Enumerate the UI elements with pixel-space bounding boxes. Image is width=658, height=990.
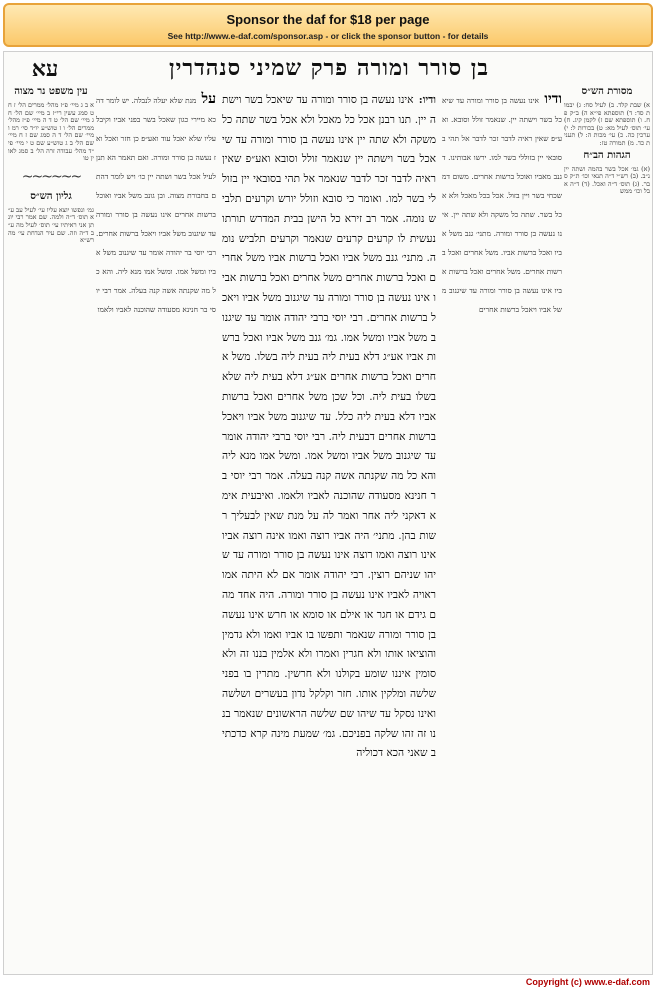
rashi-lead-word: ודיו bbox=[544, 91, 562, 107]
talmud-page bbox=[3, 51, 653, 975]
mesoret-hashas-title: מסורת הש״ס bbox=[581, 86, 633, 97]
tosafot-text: מנת שלא יעלה לנבלה. יש לומר דהכא מיירי כגון שאכל בשר בפני אביו וקיבל עליו שלא יאכל עוד ואע״פ כן חזר ואכל ואז נעשה בן סורר ומורה. ואם תאמר הא תנן לעיל אכל בשר ושתה יין כו׳ ויש לומר דהתם בחבורת מצוה. ובן גונב משל אביו ואוכל ברשות אחרים אינו נעשה בן סורר ומורה עד שיגנוב משל אביו ויאכל ברשות אחרים. רבי יוסי בר יהודה אומר עד שיגנוב משל אביו ומשל אמו. ומשל אמו מנא ליה. והא כל מה שקנתה אשה קנה בעלה. אמר רבי יוסי בר חנינא מסעודה שהוכנה לאביו ולאמו bbox=[96, 96, 216, 314]
chapter-title: בן סורר ומורה פרק שמיני סנהדרין bbox=[169, 55, 489, 81]
gemara-column bbox=[222, 88, 436, 968]
rashi-column bbox=[442, 88, 562, 968]
main-text-area bbox=[96, 88, 562, 968]
tosafot-column bbox=[96, 88, 216, 968]
ein-mishpat-title: עין משפט נר מצוה bbox=[14, 86, 88, 97]
gilyon-hashas-title: גליון הש״ס bbox=[30, 190, 72, 202]
ein-mishpat-text: א ב ג מיי׳ פ״ז מהל׳ ממרים הל׳ ז ח ט סמג עשין רי״ז ב מיי׳ שם הל׳ ח ג מיי׳ שם הל׳ ט ד ה מיי׳ פ״ז מהל׳ ממרים הל׳ ו ז טוש״ע יו״ד סי׳ רמ ו מיי׳ שם הל׳ ד ה סמג שם ז ח מיי׳ שם הל׳ ב ג טוש״ע שם ט י מיי׳ פי״ד מהל׳ עבודה זרה הל׳ ב סמג לאוין טו bbox=[8, 101, 94, 163]
sponsor-banner[interactable] bbox=[3, 3, 653, 47]
mesoret-hashas-text: א) שבת קלד. ב) לעיל סח: ג) יבמות סד: ד) תוספתא פי״א ה) ב״ק פח. ו) תוספתא שם ז) לקמן קיג. ח) עי׳ תוס׳ לעיל מא: ט) בכורות ל: י) ערכין כה. כ) עי׳ מכות ה: ל) תענית כד. מ) תמורה טז: bbox=[564, 101, 650, 147]
page-header bbox=[96, 55, 562, 85]
gilyon-hashas-text: גמ׳ ונפשו יוצא עליו עי׳ לעיל עב ע״א תוס׳ ד״ה ולמה. שם אמר רבי יונתן אני ראיתיו עי׳ תוס׳ לעיל מה ע״ב ד״ה וזה. שם עיר הנדחת עי׳ מהרש״א bbox=[8, 205, 94, 245]
gemara-text: אינו נעשה בן סורר ומורה עד שיאכל בשר וישתה יין. תנו רבנן אכל כל מאכל ולא אכל בשר שתה כל משקה ולא שתה יין אינו נעשה בן סורר ומורה עד שיאכל בשר וישתה יין שנאמר זולל וסובא ואע״פ שאין ראיה לדבר זכר לדבר שנאמר אל תהי בסובאי יין בזוללי בשר למו. ואומר כי סובא וזולל יורש וקרעים תלביש נומה. אמר רב זירא כל הישן בבית המדרש תורתו נעשית לו קרעים קרעים שנאמר וקרעים תלביש נומה. מתני׳ גנב משל אביו ואכל ברשות אביו משל אחרים ואכל ברשות אחרים משל אחרים ואכל ברשות אביו אינו נעשה בן סורר ומורה עד שיגנוב משל אביו ויאכל ברשות אחרים. רבי יוסי ברבי יהודה אומר עד שיגנוב משל אביו ומשל אמו. גמ׳ גנב משל אביו ואכל ברשות אביו אע״ג דלא בעית ליה בעית ליה בשלו. משל אחרים ואכל ברשות אחרים אע״ג דלא בעית ליה שלא בשלו בעית ליה. וכל שכן משל אחרים ואכל ברשות אביו דלא בעית ליה כלל. עד שיגנוב משל אביו ויאכל ברשות אחרים דבעית ליה. רבי יוסי ברבי יהודה אומר עד שיגנוב משל אביו ומשל אמו. ומשל אמו מנא ליה והא כל מה שקנתה אשה קנה בעלה. אמר רבי יוסי בר חנינא מסעודה שהוכנה לאביו ולאמו. ואיבעית אימא דאקני ליה אחר ואמר לה על מנת שאין לבעליך רשות בהן. מתני׳ היה אביו רוצה ואמו אינה רוצה אביו אינו רוצה ואמו רוצה אינו נעשה בן סורר ומורה עד שיהו שניהם רוצין. רבי יהודה אומר אם לא היתה אמו ראויה לאביו אינו נעשה בן סורר ומורה. היה אחד מהם גידם או חגר או אילם או סומא או חרש אינו נעשה בן סורר ומורה שנאמר ותפשו בו אביו ואמו ולא גדמין והוציאו אותו ולא חגרין ואמרו ולא אלמין בננו זה ולא סומין איננו שומע בקולנו ולא חרשין. מתרין בו בפני שלשה ומלקין אותו. חזר וקלקל נדון בעשרים ושלשה ואינו נסקל עד שיהו שם שלשה הראשונים שנאמר בננו זה זהו שלקה בפניכם. גמ׳ שמעת מינה קרא כדכתיב שאני הכא דכוליה bbox=[222, 94, 436, 760]
gemara-lead: ודיו: bbox=[418, 94, 436, 106]
copyright-notice: Copyright (c) www.e-daf.com bbox=[525, 977, 650, 987]
sponsor-banner-subtitle[interactable]: See http://www.e-daf.com/sponsor.asp - or click the sponsor button - for details bbox=[167, 31, 489, 41]
hagahot-habach-text: (א) גמ׳ אכל בשר בהמה ושתה יין נ״ב. (ב) רש״י ד״ה תנאי וכו׳ ת״ק סבר. (ג) תוס׳ ד״ה ואכל. (ד) ד״ה אבל וכו׳ ממש bbox=[564, 164, 650, 196]
ornament-divider: ~~~~~~ bbox=[21, 168, 81, 185]
left-margin-notes bbox=[8, 84, 94, 964]
right-margin-notes bbox=[564, 84, 650, 964]
sponsor-banner-title[interactable]: Sponsor the daf for $18 per page bbox=[226, 12, 430, 27]
rashi-text: אינו נעשה בן סורר ומורה עד שיאכל בשר וישתה יין. שנאמר זולל וסובא. ואע״פ שאין ראיה לדבר זכר לדבר אל תהי בסובאי יין בזוללי בשר למו. ירשו אבותינו. דגנב מאביו ואוכל ברשות אחרים. משום דמשכחי בשר ויין בזול. אכל בכל מאכל ולא אכל בשר. שתה כל משקה ולא שתה יין. אינו נעשה בן סורר ומורה. מתני׳ גנב משל אביו ואכל ברשות אביו. משל אחרים ואכל ברשות אחרים. משל אחרים ואכל ברשות אביו אינו נעשה בן סורר ומורה עד שיגנוב משל אביו ויאכל ברשות אחרים bbox=[442, 96, 562, 314]
page-number: עא bbox=[31, 56, 59, 82]
tosafot-lead-word: על bbox=[201, 91, 216, 107]
hagahot-habach-title: הגהות הב״ח bbox=[583, 149, 631, 161]
